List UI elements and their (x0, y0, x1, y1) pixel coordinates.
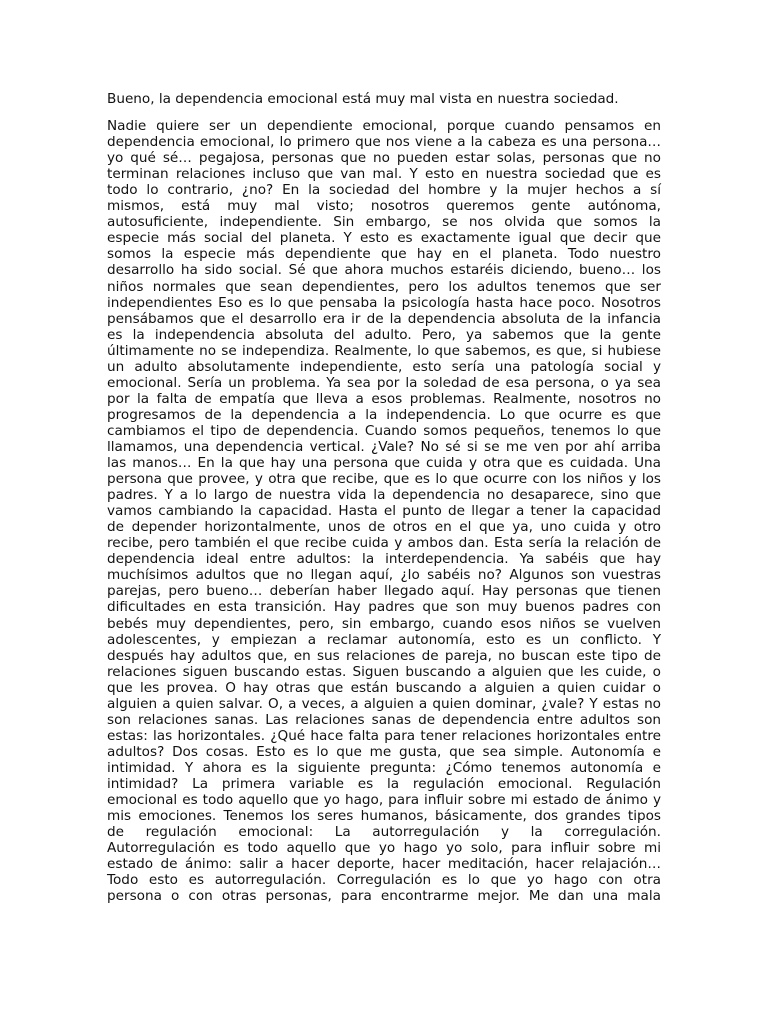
body-line: alguien a quien salvar. O, a veces, a alguien a quien dominar, ¿vale? Y estas no (107, 695, 661, 712)
body-line: persona o con otras personas, para encontrarme mejor. Me dan una mala (107, 888, 661, 905)
body-line: después hay adultos que, en sus relaciones de pareja, no buscan este tipo de (107, 647, 661, 664)
body-line: cambiamos el tipo de dependencia. Cuando somos pequeños, tenemos lo que (107, 422, 661, 439)
body-line: emocional es todo aquello que yo hago, para influir sobre mi estado de ánimo y (107, 792, 661, 809)
body-line: mismos, está muy mal visto; nosotros queremos gente autónoma, (107, 198, 661, 215)
body-line: dependencia emocional, lo primero que nos viene a la cabeza es una persona… (107, 134, 661, 151)
body-line: estas: las horizontales. ¿Qué hace falta para tener relaciones horizontales entre (107, 727, 661, 744)
body-line: todo lo contrario, ¿no? En la sociedad del hombre y la mujer hechos a sí (107, 182, 661, 199)
body-line: Todo esto es autorregulación. Corregulación es lo que yo hago con otra (107, 872, 661, 889)
body-line: emocional. Sería un problema. Ya sea por la soledad de esa persona, o ya sea (107, 374, 661, 391)
body-line: mis emociones. Tenemos los seres humanos, básicamente, dos grandes tipos (107, 808, 661, 825)
body-line: recibe, pero también el que recibe cuida y ambos dan. Esta sería la relación de (107, 535, 661, 552)
body-line: adultos? Dos cosas. Esto es lo que me gusta, que sea simple. Autonomía e (107, 743, 661, 760)
body-line: parejas, pero bueno… deberían haber llegado aquí. Hay personas que tienen (107, 583, 661, 600)
body-line: Autorregulación es todo aquello que yo hago yo solo, para influir sobre mi (107, 840, 661, 857)
body-line: padres. Y a lo largo de nuestra vida la dependencia no desaparece, sino que (107, 487, 661, 504)
body-line: terminan relaciones incluso que van mal. Y esto en nuestra sociedad que es (107, 166, 661, 183)
body-line: muchísimos adultos que no llegan aquí, ¿lo sabéis no? Algunos son vuestras (107, 567, 661, 584)
body-line: dependencia ideal entre adultos: la interdependencia. Ya sabéis que hay (107, 551, 661, 568)
body-paragraph (107, 118, 661, 904)
body-line: bebés muy dependientes, pero, sin embargo, cuando esos niños se vuelven (107, 615, 661, 632)
body-line: vamos cambiando la capacidad. Hasta el punto de llegar a tener la capacidad (107, 503, 661, 520)
intro-paragraph (107, 91, 661, 107)
body-line: niños normales que sean dependientes, pero los adultos tenemos que ser (107, 278, 661, 295)
body-line: somos la especie más dependiente que hay en el planeta. Todo nuestro (107, 246, 661, 263)
body-line: de depender horizontalmente, unos de otros en el que ya, uno cuida y otro (107, 519, 661, 536)
body-line: intimidad? La primera variable es la regulación emocional. Regulación (107, 775, 661, 792)
intro-line: Bueno, la dependencia emocional está muy mal vista en nuestra sociedad. (107, 91, 619, 107)
body-line: son relaciones sanas. Las relaciones sanas de dependencia entre adultos son (107, 711, 661, 728)
body-line: autosuficiente, independiente. Sin embargo, se nos olvida que somos la (107, 214, 661, 231)
body-line: de regulación emocional: La autorregulación y la corregulación. (107, 824, 661, 841)
body-line: relaciones siguen buscando estas. Siguen buscando a alguien que les cuide, o (107, 663, 661, 680)
body-line: dificultades en esta transición. Hay padres que son muy buenos padres con (107, 599, 661, 616)
body-line: progresamos de la dependencia a la independencia. Lo que ocurre es que (107, 406, 661, 423)
body-line: estado de ánimo: salir a hacer deporte, hacer meditación, hacer relajación… (107, 856, 661, 873)
body-line: últimamente no se independiza. Realmente, lo que sabemos, es que, si hubiese (107, 342, 661, 359)
body-line: llamamos, una dependencia vertical. ¿Vale? No sé si se me ven por ahí arriba (107, 438, 661, 455)
body-line: un adulto absolutamente independiente, esto sería una patología social y (107, 358, 661, 375)
body-line: independientes Eso es lo que pensaba la psicología hasta hace poco. Nosotros (107, 294, 661, 311)
body-line: que les provea. O hay otras que están buscando a alguien a quien cuidar o (107, 679, 661, 696)
body-line: adolescentes, y empiezan a reclamar autonomía, esto es un conflicto. Y (107, 631, 661, 648)
body-line: persona que provee, y otra que recibe, que es lo que ocurre con los niños y los (107, 471, 661, 488)
body-line: yo qué sé… pegajosa, personas que no pueden estar solas, personas que no (107, 150, 661, 167)
body-line: intimidad. Y ahora es la siguiente pregunta: ¿Cómo tenemos autonomía e (107, 759, 661, 776)
body-line: Nadie quiere ser un dependiente emocional, porque cuando pensamos en (107, 118, 661, 135)
body-line: especie más social del planeta. Y esto es exactamente igual que decir que (107, 230, 661, 247)
body-line: pensábamos que el desarrollo era ir de la dependencia absoluta de la infancia (107, 310, 661, 327)
body-line: las manos… En la que hay una persona que cuida y otra que es cuidada. Una (107, 455, 661, 472)
body-line: por la falta de empatía que lleva a esos problemas. Realmente, nosotros no (107, 390, 661, 407)
document-page (107, 91, 661, 904)
body-line: desarrollo ha sido social. Sé que ahora muchos estaréis diciendo, bueno… los (107, 262, 661, 279)
body-line: es la independencia absoluta del adulto. Pero, ya sabemos que la gente (107, 326, 661, 343)
